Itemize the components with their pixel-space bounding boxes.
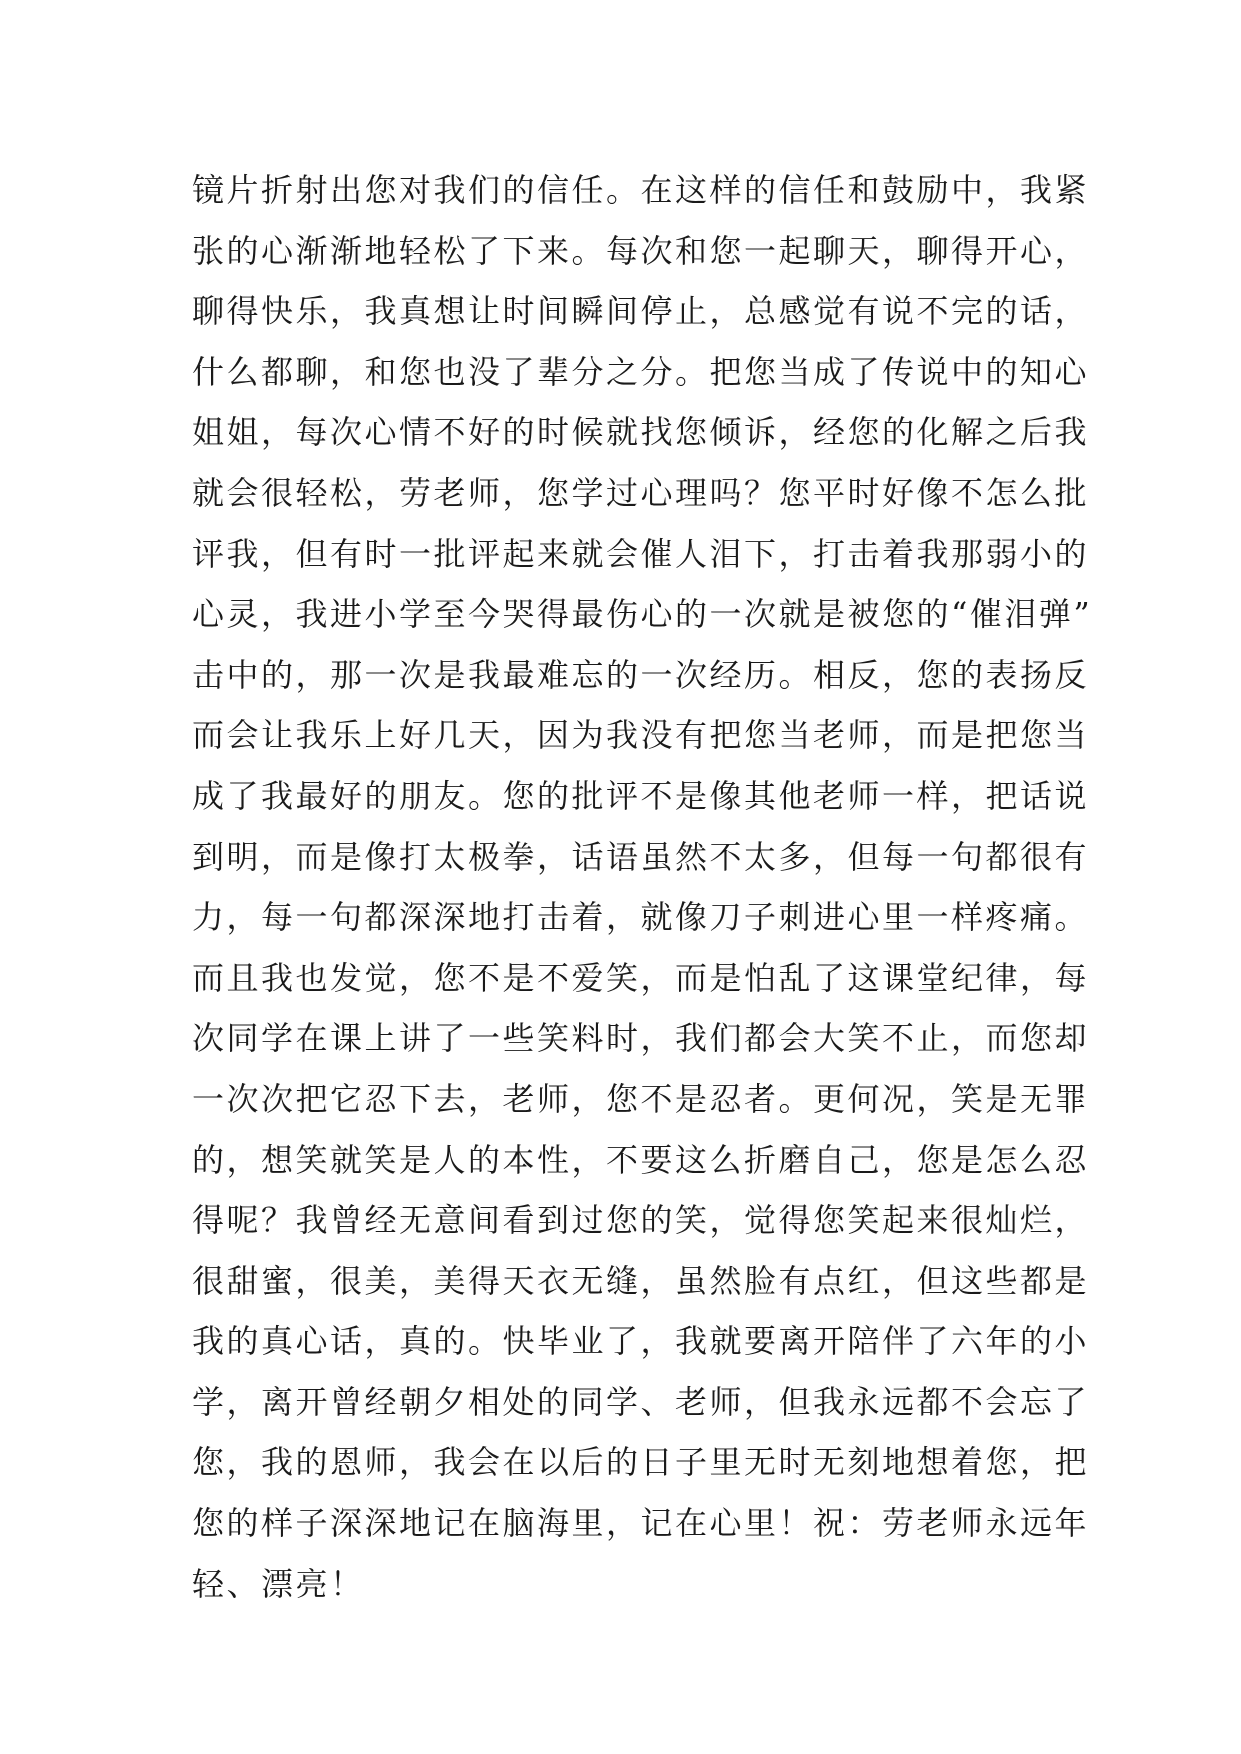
text-line: 成了我最好的朋友。您的批评不是像其他老师一样，把话说 bbox=[192, 776, 1090, 815]
text-line: 次同学在课上讲了一些笑料时，我们都会大笑不止，而您却 bbox=[192, 1019, 1090, 1058]
text-line: 我的真心话，真的。快毕业了，我就要离开陪伴了六年的小 bbox=[192, 1322, 1090, 1361]
text-line: 您的样子深深地记在脑海里，记在心里！祝：劳老师永远年 bbox=[192, 1504, 1090, 1543]
text-line: 张的心渐渐地轻松了下来。每次和您一起聊天，聊得开心， bbox=[192, 231, 1090, 270]
text-line: 您，我的恩师，我会在以后的日子里无时无刻地想着您，把 bbox=[192, 1443, 1090, 1482]
text-line: 而会让我乐上好几天，因为我没有把您当老师，而是把您当 bbox=[192, 716, 1090, 755]
text-line: 就会很轻松，劳老师，您学过心理吗？您平时好像不怎么批 bbox=[192, 473, 1090, 512]
text-line: 很甜蜜，很美，美得天衣无缝，虽然脸有点红，但这些都是 bbox=[192, 1261, 1090, 1300]
text-line: 镜片折射出您对我们的信任。在这样的信任和鼓励中，我紧 bbox=[192, 171, 1090, 209]
text-line: 而且我也发觉，您不是不爱笑，而是怕乱了这课堂纪律，每 bbox=[192, 958, 1090, 997]
text-line: 评我，但有时一批评起来就会催人泪下，打击着我那弱小的 bbox=[192, 534, 1090, 573]
text-line: 轻、漂亮！ bbox=[192, 1564, 365, 1603]
text-line: 击中的，那一次是我最难忘的一次经历。相反，您的表扬反 bbox=[192, 655, 1090, 694]
text-line: 姐姐，每次心情不好的时候就找您倾诉，经您的化解之后我 bbox=[192, 413, 1090, 452]
body-paragraph bbox=[192, 160, 1093, 1614]
text-line: 到明，而是像打太极拳，话语虽然不太多，但每一句都很有 bbox=[192, 837, 1090, 876]
text-line: 得呢？我曾经无意间看到过您的笑，觉得您笑起来很灿烂， bbox=[192, 1201, 1090, 1240]
text-line: 的，想笑就笑是人的本性，不要这么折磨自己，您是怎么忍 bbox=[192, 1140, 1090, 1179]
text-line: 一次次把它忍下去，老师，您不是忍者。更何况，笑是无罪 bbox=[192, 1079, 1090, 1118]
text-line: 心灵，我进小学至今哭得最伤心的一次就是被您的“催泪弹” bbox=[192, 595, 1093, 634]
text-line: 学，离开曾经朝夕相处的同学、老师，但我永远都不会忘了 bbox=[192, 1382, 1090, 1421]
text-line: 什么都聊，和您也没了辈分之分。把您当成了传说中的知心 bbox=[192, 352, 1090, 391]
text-line: 力，每一句都深深地打击着，就像刀子刺进心里一样疼痛。 bbox=[192, 898, 1090, 937]
text-line: 聊得快乐，我真想让时间瞬间停止，总感觉有说不完的话， bbox=[192, 292, 1090, 331]
